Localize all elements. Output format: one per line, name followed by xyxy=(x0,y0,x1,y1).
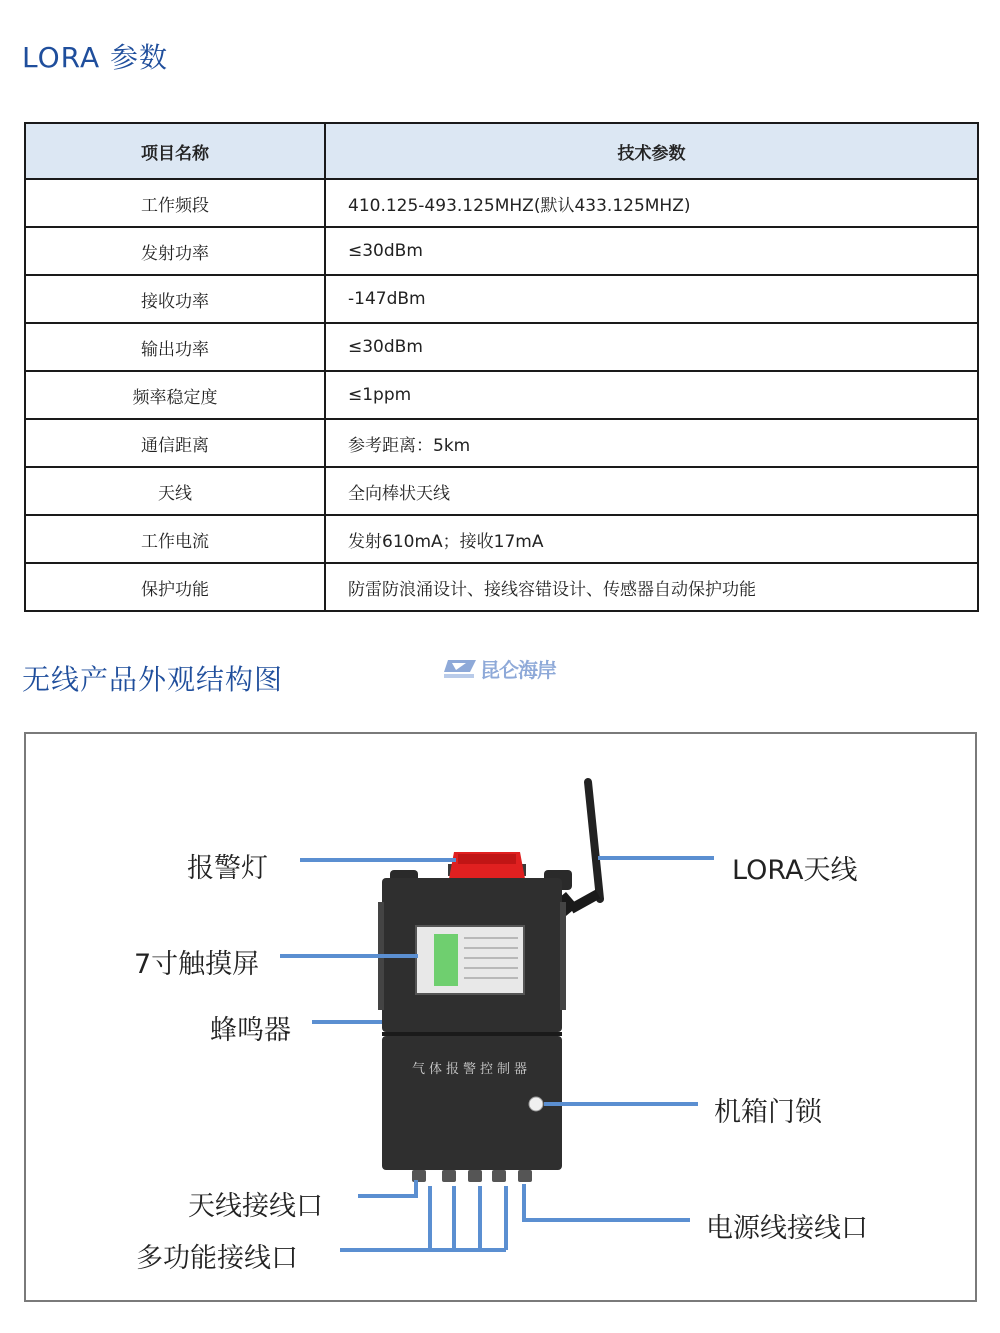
column-header-spec: 技术参数 xyxy=(325,123,978,179)
logo-text: 昆仑海岸 xyxy=(480,658,556,682)
callout-alarm-light: 报警灯 xyxy=(187,853,268,884)
row-value: 410.125-493.125MHZ(默认433.125MHZ) xyxy=(325,179,978,227)
section-title-structure: 无线产品外观结构图 xyxy=(22,663,284,696)
callout-touch-screen: 7寸触摸屏 xyxy=(134,949,260,980)
row-name: 频率稳定度 xyxy=(25,371,325,419)
callout-door-lock: 机箱门锁 xyxy=(714,1097,822,1128)
table-row xyxy=(25,371,978,419)
row-name: 工作频段 xyxy=(25,179,325,227)
table-row xyxy=(25,419,978,467)
table-row xyxy=(25,563,978,611)
row-value: 发射610mA；接收17mA xyxy=(325,515,978,563)
table-row xyxy=(25,323,978,371)
company-logo xyxy=(444,654,556,683)
callout-buzzer: 蜂鸣器 xyxy=(210,1015,291,1046)
device-panel-label: 气体报警控制器 xyxy=(412,1062,532,1077)
lora-spec-table xyxy=(24,122,979,612)
row-name: 发射功率 xyxy=(25,227,325,275)
row-name: 保护功能 xyxy=(25,563,325,611)
row-name: 接收功率 xyxy=(25,275,325,323)
product-structure-diagram xyxy=(24,732,977,1302)
callout-antenna-port: 天线接线口 xyxy=(188,1191,323,1222)
section-title-lora: LORA 参数 xyxy=(22,41,169,74)
row-name: 工作电流 xyxy=(25,515,325,563)
row-value: 防雷防浪涌设计、接线容错设计、传感器自动保护功能 xyxy=(325,563,978,611)
row-name: 输出功率 xyxy=(25,323,325,371)
table-row xyxy=(25,467,978,515)
row-name: 天线 xyxy=(25,467,325,515)
callout-power-port: 电源线接线口 xyxy=(706,1213,868,1244)
row-value: ≤1ppm xyxy=(325,371,978,419)
row-value: ≤30dBm xyxy=(325,227,978,275)
row-value: -147dBm xyxy=(325,275,978,323)
callout-lora-antenna: LORA天线 xyxy=(732,855,858,886)
row-value: 参考距离：5km xyxy=(325,419,978,467)
table-row xyxy=(25,515,978,563)
row-value: ≤30dBm xyxy=(325,323,978,371)
table-header-row xyxy=(25,123,978,179)
column-header-item: 项目名称 xyxy=(25,123,325,179)
table-row xyxy=(25,227,978,275)
row-value: 全向棒状天线 xyxy=(325,467,978,515)
callout-multi-function-port: 多功能接线口 xyxy=(136,1243,298,1274)
table-row xyxy=(25,179,978,227)
row-name: 通信距离 xyxy=(25,419,325,467)
logo-mark-icon xyxy=(444,658,478,680)
table-row xyxy=(25,275,978,323)
